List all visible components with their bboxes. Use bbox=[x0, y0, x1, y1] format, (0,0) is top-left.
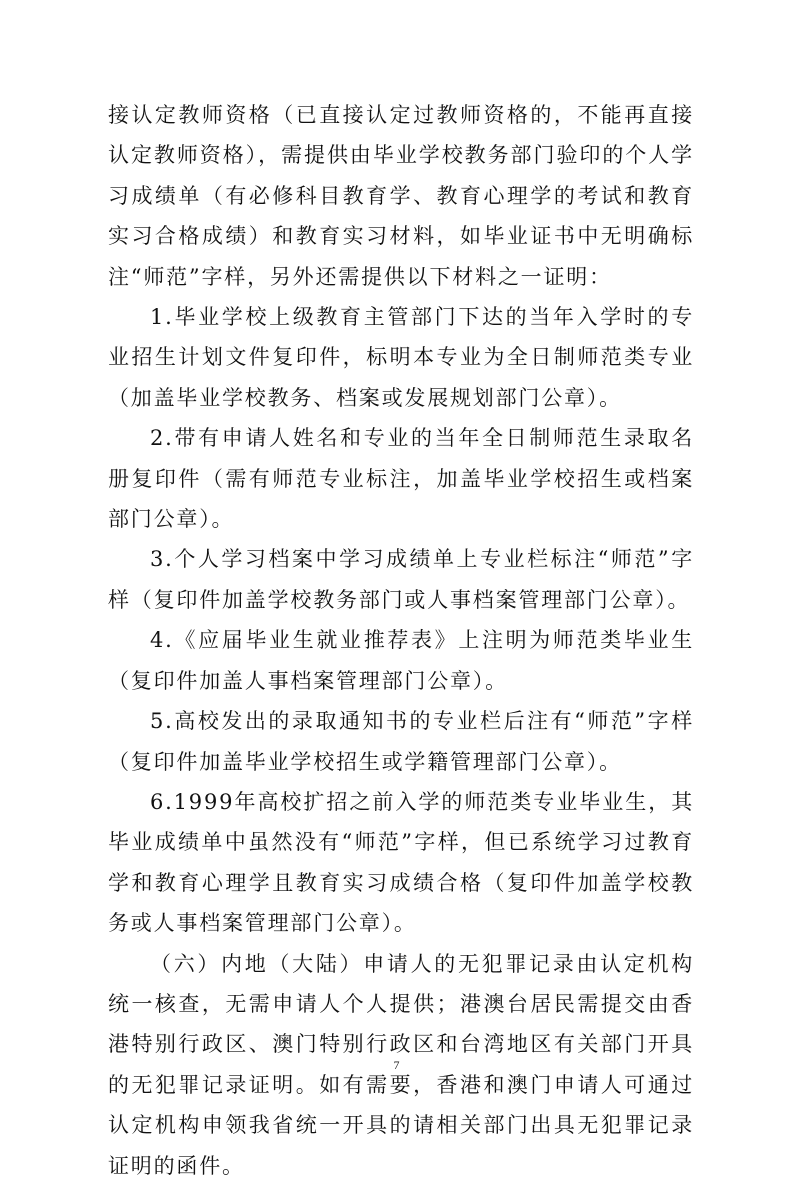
paragraph-item-4: 4.《应届毕业生就业推荐表》上注明为师范类毕业生（复印件加盖人事档案管理部门公章）。 bbox=[108, 628, 694, 693]
paragraph-item-1: 1.毕业学校上级教育主管部门下达的当年入学时的专业招生计划文件复印件，标明本专业为全日制师范类专业（加盖毕业学校教务、档案或发展规划部门公章）。 bbox=[108, 305, 694, 410]
document-page bbox=[108, 95, 694, 1186]
page-number: 7 bbox=[393, 1058, 400, 1072]
paragraph-section-6: （六）内地（大陆）申请人的无犯罪记录由认定机构统一核查，无需申请人个人提供；港澳台居民需提交由香港特别行政区、澳门特别行政区和台湾地区有关部门开具的无犯罪记录证明。如有需要，香港和澳门申请人可通过认定机构申领我省统一开具的请相关部门出具无犯罪记录证明的函件。 bbox=[108, 951, 694, 1178]
paragraph-item-6: 6.1999年高校扩招之前入学的师范类专业毕业生，其毕业成绩单中虽然没有“师范”字样，但已系统学习过教育学和教育心理学且教育实习成绩合格（复印件加盖学校教务或人事档案管理部门公章）。 bbox=[108, 789, 694, 936]
paragraph-item-2: 2.带有申请人姓名和专业的当年全日制师范生录取名册复印件（需有师范专业标注，加盖毕业学校招生或档案部门公章）。 bbox=[108, 426, 694, 532]
paragraph-continuation: 接认定教师资格（已直接认定过教师资格的，不能再直接认定教师资格），需提供由毕业学校教务部门验印的个人学习成绩单（有必修科目教育学、教育心理学的考试和教育实习合格成绩）和教育实习材料，如毕业证书中无明确标注“师范”字样，另外还需提供以下材料之一证明： bbox=[108, 103, 694, 289]
paragraph-item-3: 3.个人学习档案中学习成绩单上专业栏标注“师范”字样（复印件加盖学校教务部门或人事档案管理部门公章）。 bbox=[108, 547, 694, 612]
paragraph-item-5: 5.高校发出的录取通知书的专业栏后注有“师范”字样（复印件加盖毕业学校招生或学籍管理部门公章）。 bbox=[108, 709, 694, 774]
